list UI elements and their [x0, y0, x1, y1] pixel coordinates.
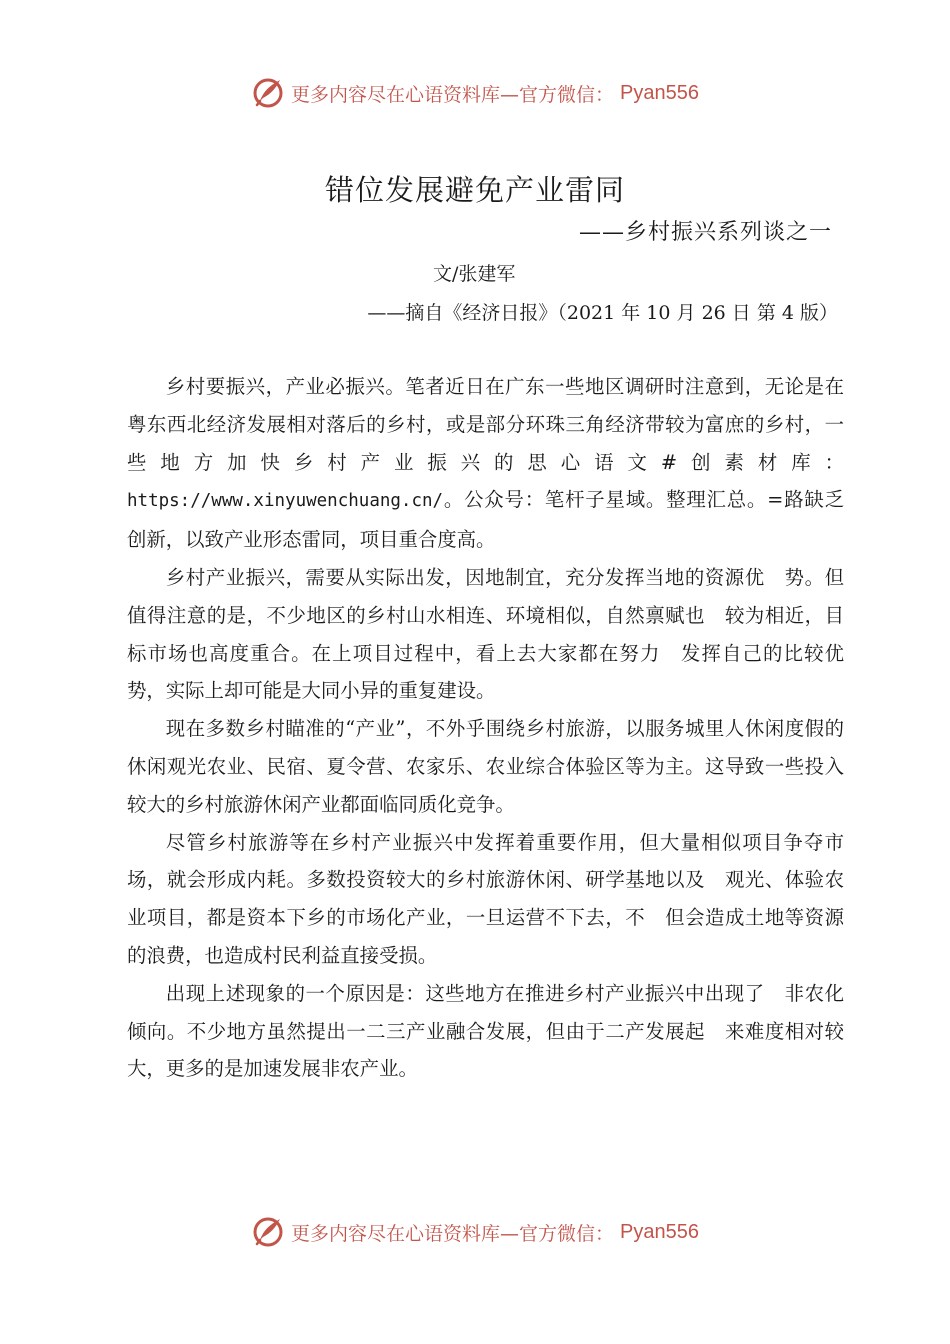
paragraph	[127, 368, 844, 559]
paragraph-text: 乡村要振兴，产业必振兴。笔者近日在广东一些地区调研时注意到，无论是在粤东西北经济发展相对落后的乡村，或是部分环珠三角经济带较为富庶的乡村，一些地方加快乡村产业振兴的思心语文#创素材库：	[127, 375, 844, 474]
header-watermark-banner	[0, 76, 950, 110]
paragraph-text: 。公众号：笔杆子星域。整理汇总。=路缺乏创新，以致产业形态雷同，项目重合度高。	[127, 488, 844, 552]
paragraph: 现在多数乡村瞄准的“产业”，不外乎围绕乡村旅游，以服务城里人休闲度假的休闲观光农业、民宿、夏令营、农家乐、农业综合体验区等为主。这导致一些投入较大的乡村旅游休闲产业都面临同质化竞争。	[127, 717, 844, 816]
article-subtitle: ——乡村振兴系列谈之一	[578, 220, 832, 245]
quill-logo-icon	[251, 1215, 285, 1249]
article-source: ——摘自《经济日报》（2021 年 10 月 26 日 第 4 版）	[367, 302, 838, 324]
footer-watermark-banner	[0, 1215, 950, 1249]
paragraph: 尽管乡村旅游等在乡村产业振兴中发挥着重要作用，但大量相似项目争夺市场，就会形成内耗。多数投资较大的乡村旅游休闲、研学基地以及 观光、体验农业项目，都是资本下乡的市场化产业，一旦运营不下去，不 但会造成土地等资源的浪费，也造成村民利益直接受损。	[127, 830, 844, 967]
article-title: 错位发展避免产业雷同	[324, 173, 625, 207]
article-body	[127, 368, 844, 1088]
banner-text: 更多内容尽在心语资料库—官方微信：	[291, 1222, 615, 1245]
quill-logo-icon	[251, 76, 285, 110]
article-author: 文/张建军	[433, 263, 516, 285]
banner-wechat-id: Pyan556	[620, 1220, 699, 1243]
paragraph: 乡村产业振兴，需要从实际出发，因地制宜，充分发挥当地的资源优 势。但值得注意的是，不少地区的乡村山水相连、环境相似，自然禀赋也 较为相近，目标市场也高度重合。在上项目过程中，看上去大家都在努力 发挥自己的比较优势，实际上却可能是大同小异的重复建设。	[127, 565, 844, 703]
paragraph: 出现上述现象的一个原因是：这些地方在推进乡村产业振兴中出现了 非农化倾向。不少地方虽然提出一二三产业融合发展，但由于二产发展起 来难度相对较大，更多的是加速发展非农产业。	[127, 981, 844, 1081]
website-url: https://www.xinyuwenchuang.cn/	[127, 491, 444, 512]
banner-wechat-id: Pyan556	[620, 81, 699, 104]
banner-text: 更多内容尽在心语资料库—官方微信：	[291, 83, 615, 106]
